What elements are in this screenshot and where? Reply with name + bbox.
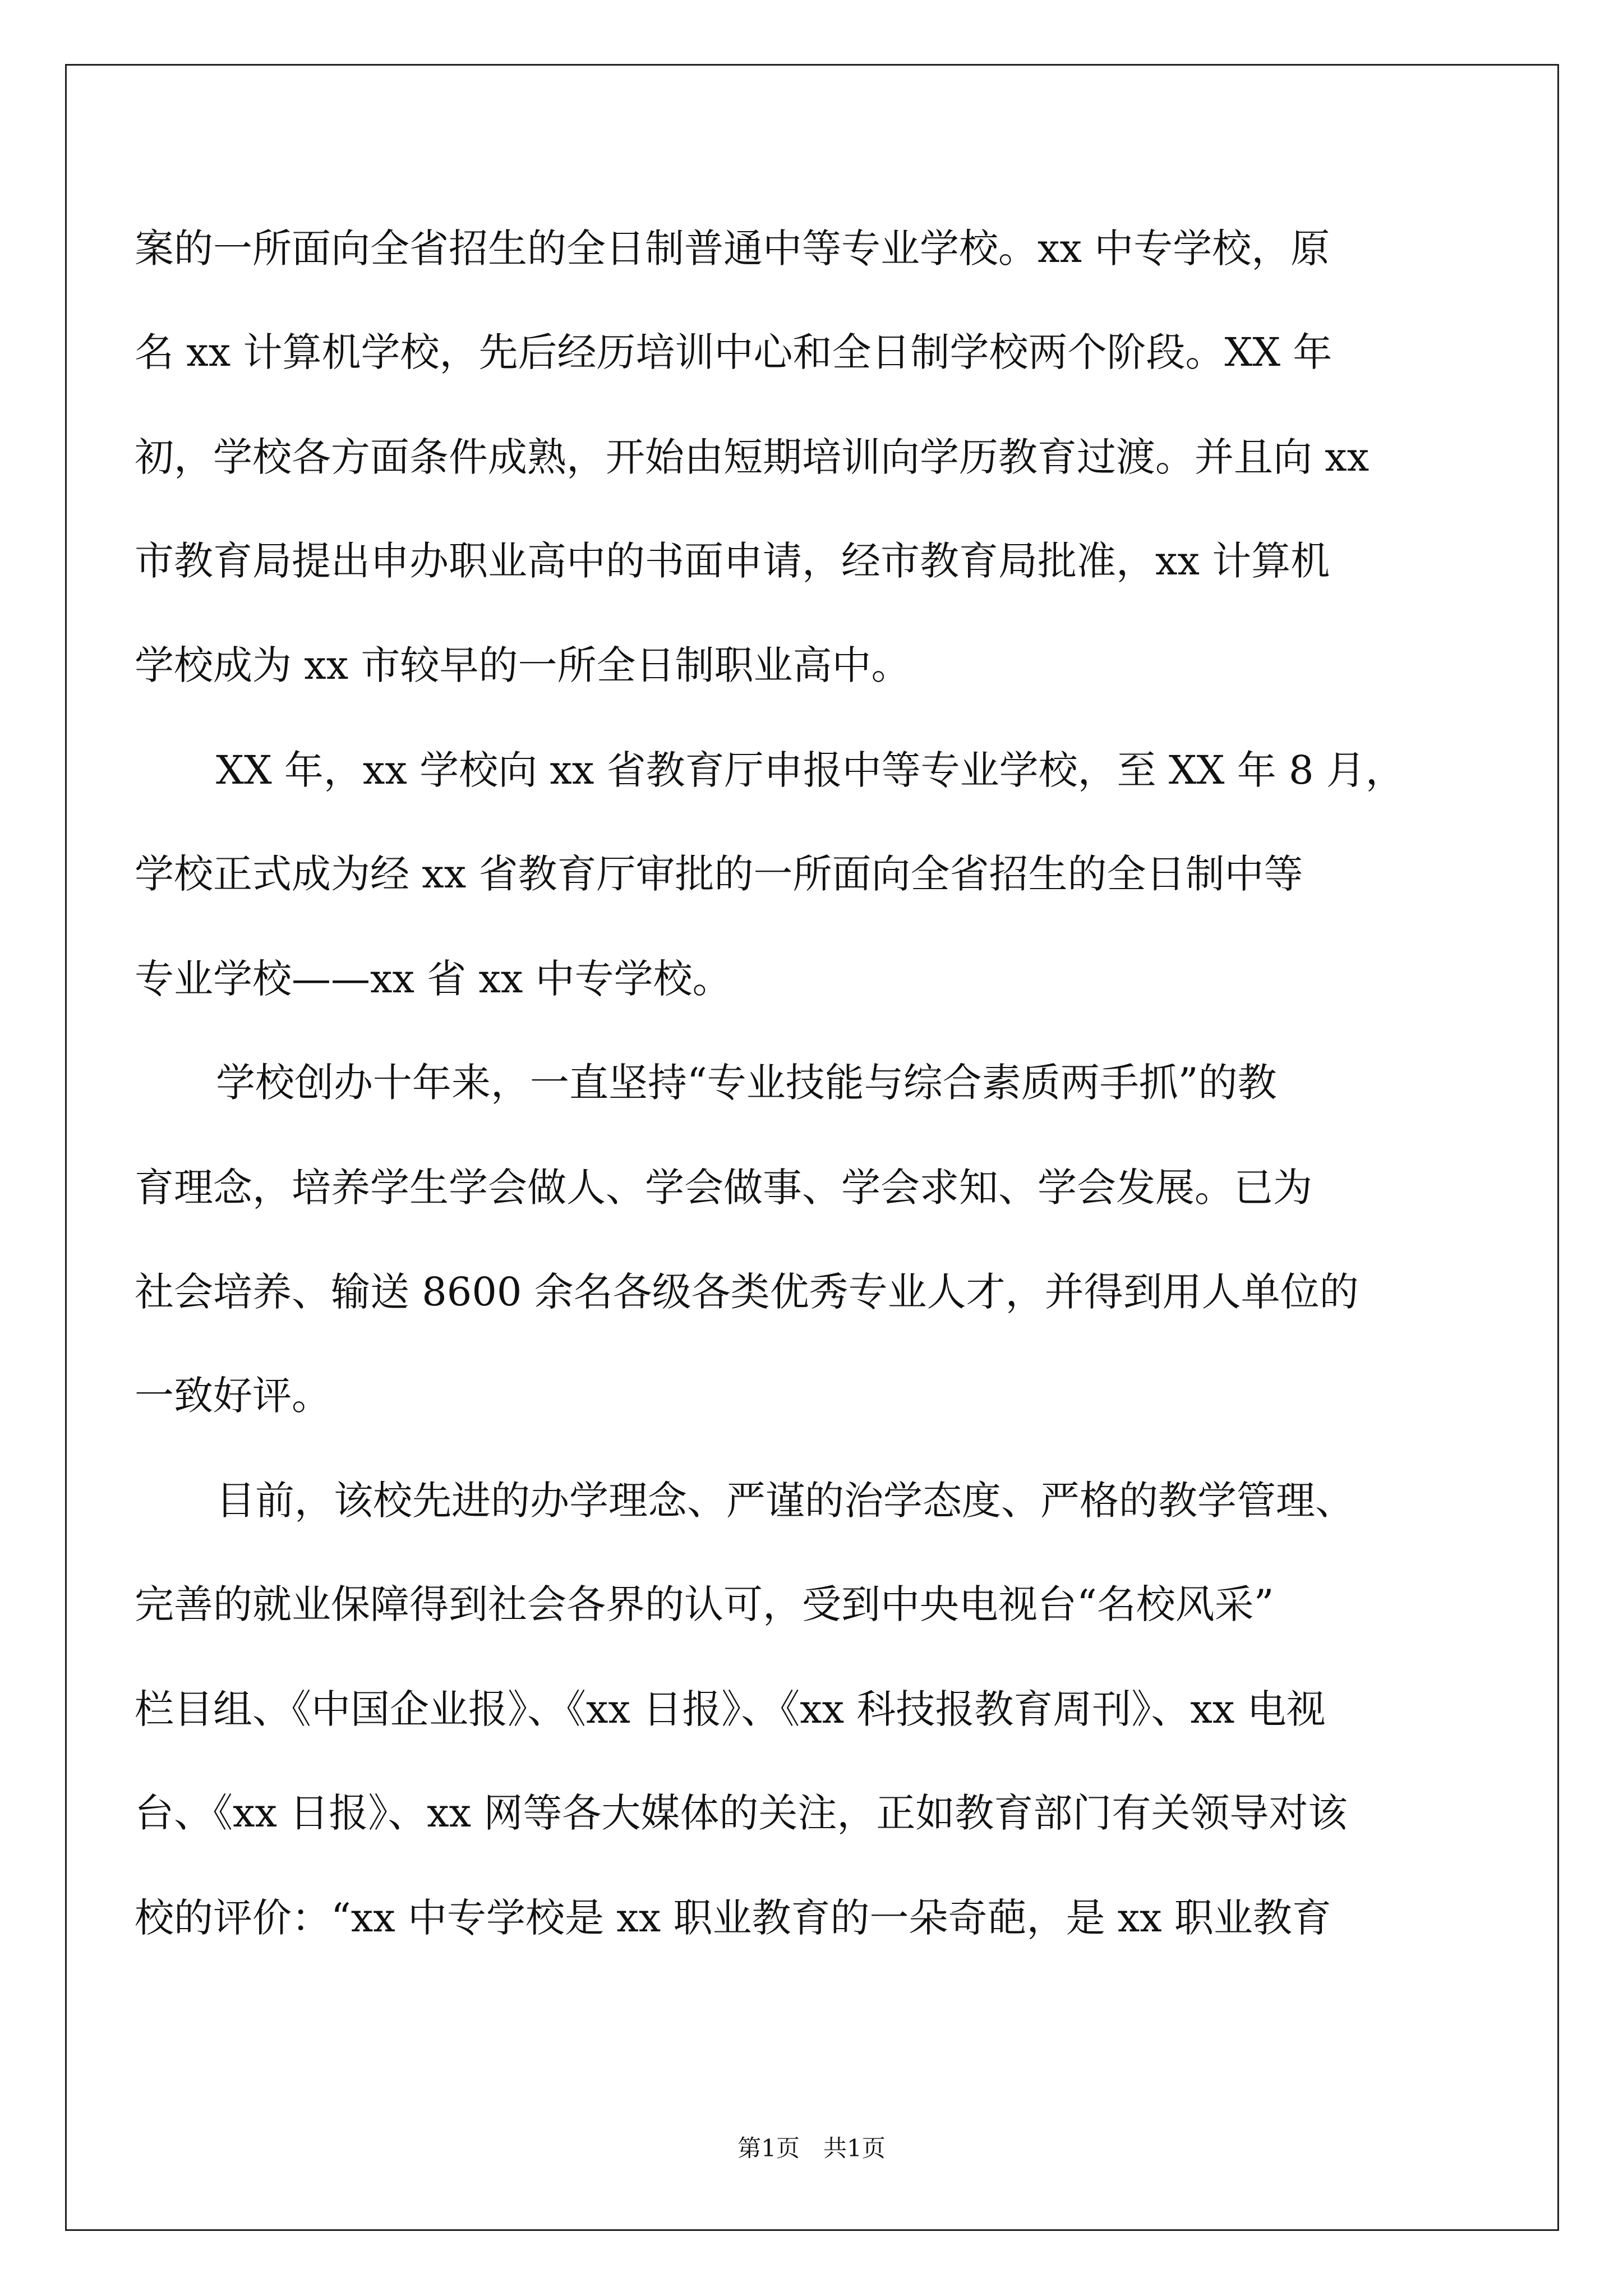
text-line: 市教育局提出申办职业高中的书面申请，经市教育局批准，xx 计算机 (135, 538, 1330, 584)
text-line: 初，学校各方面条件成熟，开始由短期培训向学历教育过渡。并且向 xx (135, 434, 1370, 480)
paragraph-first-line: 目前，该校先进的办学理念、严谨的治学态度、严格的教学管理、 (216, 1478, 1354, 1524)
text-line: 栏目组、《中国企业报》、《xx 日报》、《xx 科技报教育周刊》、xx 电视 (135, 1686, 1326, 1732)
text-line: 育理念，培养学生学会做人、学会做事、学会求知、学会发展。已为 (135, 1165, 1312, 1211)
paragraph-first-line: XX 年，xx 学校向 xx 省教育厅申报中等专业学校，至 XX 年 8 月， (216, 747, 1405, 793)
text-line: 一致好评。 (135, 1373, 331, 1419)
text-line: 案的一所面向全省招生的全日制普通中等专业学校。xx 中专学校，原 (135, 226, 1330, 272)
text-line: 学校正式成为经 xx 省教育厅审批的一所面向全省招生的全日制中等 (135, 851, 1303, 897)
text-line: 社会培养、输送 8600 余名各级各类优秀专业人才，并得到用人单位的 (135, 1269, 1359, 1315)
text-line: 完善的就业保障得到社会各界的认可，受到中央电视台“名校风采” (135, 1581, 1274, 1627)
text-line: 台、《xx 日报》、xx 网等各大媒体的关注，正如教育部门有关领导对该 (135, 1790, 1348, 1836)
page-number-footer: 第1页 共1页 (737, 2134, 886, 2162)
text-line: 校的评价：“xx 中专学校是 xx 职业教育的一朵奇葩，是 xx 职业教育 (135, 1895, 1331, 1941)
text-line: 名 xx 计算机学校，先后经历培训中心和全日制学校两个阶段。XX 年 (135, 329, 1332, 375)
text-line: 学校成为 xx 市较早的一所全日制职业高中。 (135, 642, 911, 688)
paragraph-first-line: 学校创办十年来，一直坚持“专业技能与综合素质两手抓”的教 (216, 1060, 1277, 1106)
text-line: 专业学校——xx 省 xx 中专学校。 (135, 956, 732, 1002)
